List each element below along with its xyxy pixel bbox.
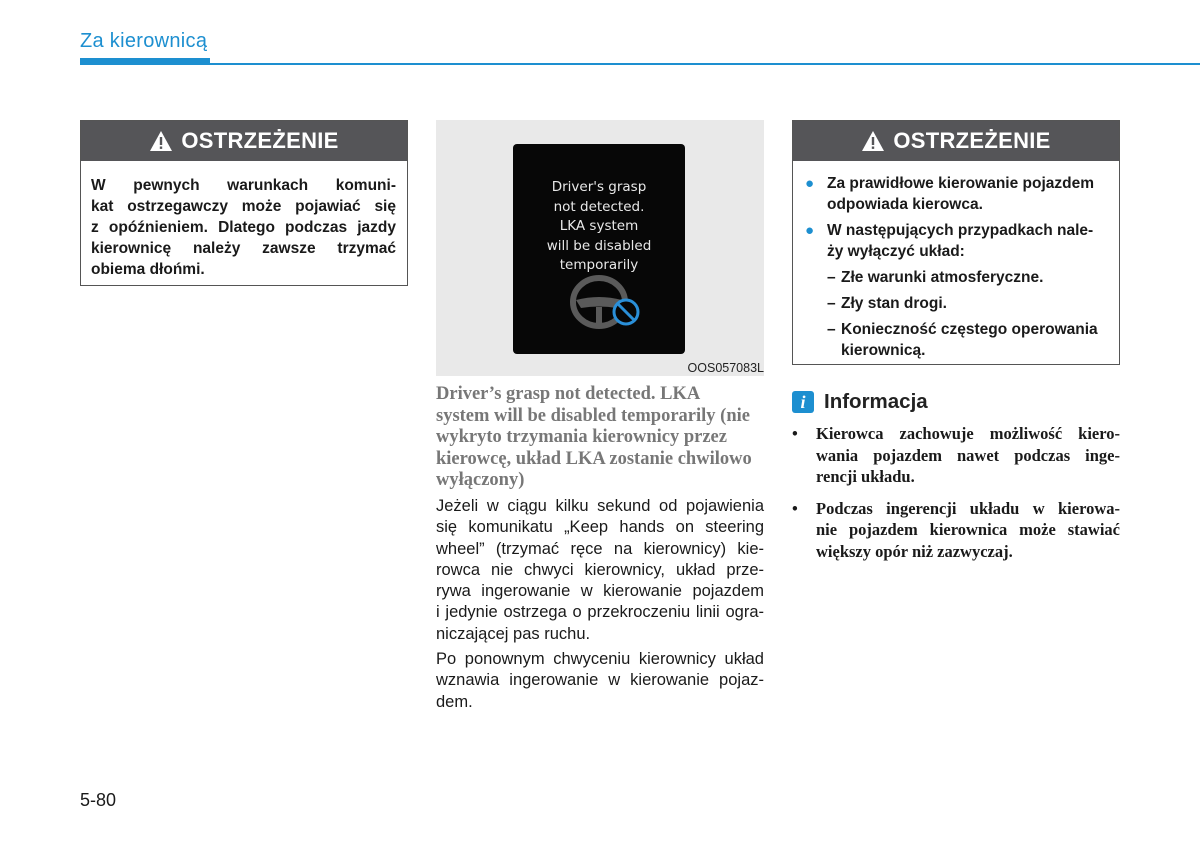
header-rule bbox=[80, 63, 1200, 65]
info-list bbox=[792, 423, 1120, 572]
bullet-dot: • bbox=[792, 498, 798, 518]
caption-line: kierowcę, układ LKA zostanie chwilowo bbox=[436, 448, 752, 469]
warning-header bbox=[81, 121, 407, 161]
bullet-dot: ● bbox=[805, 175, 815, 192]
caption-line: Driver’s grasp not detected. LKA bbox=[436, 384, 701, 404]
figure-code: OOS057083L bbox=[687, 361, 764, 375]
info-icon: i bbox=[792, 391, 814, 413]
cluster-message-line: will be disabled bbox=[546, 237, 652, 254]
figure-caption bbox=[436, 384, 766, 492]
bullet-line: Za prawidłowe kierowanie pojazdem bbox=[827, 175, 1095, 192]
paragraph-line: się komunikatu „Keep hands on steering bbox=[436, 518, 764, 537]
warning-text bbox=[81, 161, 407, 280]
info-line: nie pojazdem kierownica może stawiać bbox=[816, 520, 1120, 539]
paragraph-line: rywa ingerowanie w kierowanie pojazdem bbox=[436, 582, 764, 601]
bullet-line: W następujących przypadkach nale- bbox=[827, 222, 1094, 239]
warning-line: W pewnych warunkach komuni- bbox=[91, 177, 396, 194]
warning-box-right bbox=[792, 120, 1120, 365]
warning-bullet bbox=[805, 173, 1109, 215]
prohibited-icon bbox=[614, 300, 638, 324]
steering-wheel-icon bbox=[567, 268, 647, 338]
dash-line: Zły stan drogi. bbox=[841, 295, 947, 312]
warning-list bbox=[793, 161, 1119, 361]
warning-bullet bbox=[805, 220, 1109, 262]
info-line: większy opór niż zazwyczaj. bbox=[816, 541, 1013, 561]
section-title: Za kierownicą bbox=[80, 30, 208, 52]
warning-line: obiema dłońmi. bbox=[91, 261, 205, 278]
paragraph-line: dem. bbox=[436, 692, 473, 711]
dash-line: Złe warunki atmosferyczne. bbox=[841, 269, 1044, 286]
header-rule-accent bbox=[80, 58, 210, 65]
bullet-dot: ● bbox=[805, 222, 815, 239]
dash-line: Konieczność częstego operowania bbox=[841, 321, 1098, 338]
cluster-message-line: LKA system bbox=[559, 218, 639, 234]
warning-dash-item: – Zły stan drogi. bbox=[827, 295, 947, 312]
cluster-message bbox=[513, 178, 685, 276]
cluster-message-line: temporarily bbox=[559, 257, 639, 273]
cluster-screen bbox=[513, 144, 685, 354]
info-line: Podczas ingerencji układu w kierowa- bbox=[816, 498, 1120, 518]
warning-dash-item: – Konieczność częstego operowania kierownicą. bbox=[827, 321, 1098, 359]
bullet-line: odpowiada kierowca. bbox=[827, 196, 983, 213]
warning-dash-item: – Złe warunki atmosferyczne. bbox=[827, 269, 1044, 286]
page-number: 5-80 bbox=[80, 790, 117, 810]
info-line: wania pojazdem nawet podczas inge- bbox=[816, 445, 1120, 465]
paragraph-2 bbox=[436, 649, 764, 713]
paragraph-line: rowca nie chwyci kierownicy, układ prze- bbox=[436, 560, 764, 579]
dash-line: kierownicą. bbox=[841, 342, 926, 359]
paragraph-line: Jeżeli w ciągu kilku sekund od pojawienia bbox=[436, 497, 764, 515]
paragraph-line: i jedynie ostrzega o przekroczeniu linii ogra- bbox=[436, 603, 764, 622]
cluster-message-line: not detected. bbox=[553, 198, 645, 215]
warning-title: OSTRZEŻENIE bbox=[893, 128, 1051, 153]
warning-line: kat ostrzegawczy może pojawiać się bbox=[91, 198, 396, 215]
paragraph-line: Po ponownym chwyceniu kierownicy układ bbox=[436, 650, 764, 668]
info-item bbox=[792, 498, 1120, 563]
warning-line: kierownicę należy zawsze trzymać bbox=[91, 240, 396, 257]
paragraph-1 bbox=[436, 496, 764, 645]
warning-header bbox=[793, 121, 1119, 161]
info-title: Informacja bbox=[824, 390, 928, 413]
caption-line: system will be disabled temporarily (nie bbox=[436, 405, 750, 426]
paragraph-line: wheel” (trzymać ręce na kierownicy) kie- bbox=[436, 539, 764, 558]
cluster-display-figure bbox=[436, 120, 764, 376]
warning-title: OSTRZEŻENIE bbox=[181, 128, 339, 153]
paragraph-line: wznawia ingerowanie w kierowanie pojaz- bbox=[436, 671, 764, 690]
warning-box-left bbox=[80, 120, 408, 286]
warning-triangle-icon bbox=[149, 130, 173, 152]
info-line: Kierowca zachowuje możliwość kiero- bbox=[816, 424, 1120, 443]
bullet-dot: • bbox=[792, 424, 798, 443]
info-line: rencji układu. bbox=[816, 467, 915, 486]
caption-line: wykryto trzymania kierownicy przez bbox=[436, 427, 727, 447]
caption-line: wyłączony) bbox=[436, 470, 525, 490]
warning-line: z opóźnieniem. Dlatego podczas jazdy bbox=[91, 219, 396, 236]
bullet-line: ży wyłączyć układ: bbox=[827, 243, 965, 260]
warning-triangle-icon bbox=[861, 130, 885, 152]
cluster-message-line: Driver's grasp bbox=[551, 179, 647, 195]
paragraph-line: niczającej pas ruchu. bbox=[436, 624, 591, 643]
info-item bbox=[792, 423, 1120, 488]
info-heading bbox=[792, 390, 928, 414]
